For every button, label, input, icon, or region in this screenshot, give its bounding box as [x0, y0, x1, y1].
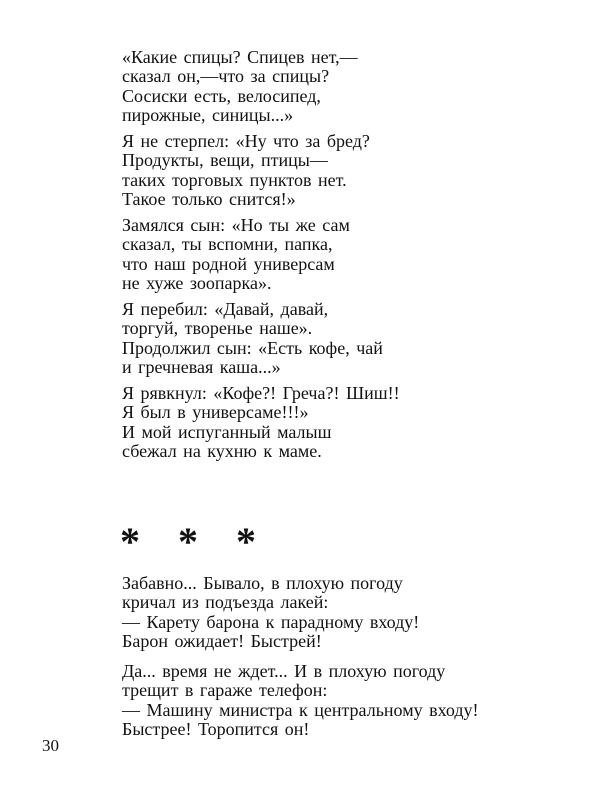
stanza: [122, 48, 358, 126]
verse-line: Да... время не ждет... И в плохую погоду: [122, 661, 446, 681]
stanza: [122, 132, 370, 210]
verse-line: сказал, ты вспомни, папка,: [122, 234, 333, 255]
verse-line: трещит в гараже телефон:: [122, 680, 328, 701]
verse-line: и гречневая каша...»: [122, 357, 281, 378]
verse-line: пирожные, синицы...»: [122, 105, 294, 126]
verse-line: Такое только снится!»: [122, 189, 296, 210]
verse-line: Я не стерпел: «Ну что за бред?: [122, 131, 370, 151]
verse-line: Я был в универсаме!!!»: [122, 402, 309, 423]
verse-line: Забавно... Бывало, в плохую погоду: [122, 573, 403, 593]
verse-line: Я перебил: «Давай, давай,: [122, 299, 329, 319]
verse-line: «Какие спицы? Спицев нет,—: [122, 47, 358, 67]
stanza: [122, 662, 479, 740]
stanza: [122, 216, 350, 294]
verse-line: таких торговых пунктов нет.: [122, 169, 347, 190]
verse-line: Продукты, вещи, птицы—: [122, 150, 328, 171]
verse-line: сбежал на кухню к маме.: [122, 441, 322, 462]
stanza: [122, 384, 400, 462]
stanza: [122, 574, 419, 652]
section-separator: * * *: [120, 519, 270, 564]
verse-line: Барон ожидает! Быстрей!: [122, 631, 322, 652]
verse-line: сказал он,—что за спицы?: [122, 66, 330, 87]
verse-line: Продолжил сын: «Есть кофе, чай: [122, 337, 383, 358]
verse-line: И мой испуганный малыш: [122, 421, 332, 442]
verse-line: Замялся сын: «Но ты же сам: [122, 215, 350, 235]
verse-line: Сосиски есть, велосипед,: [122, 85, 321, 106]
verse-line: торгуй, творенье наше».: [122, 318, 313, 339]
verse-line: что наш родной универсам: [122, 253, 335, 274]
verse-line: не хуже зоопарка».: [122, 273, 272, 294]
verse-line: кричал из подъезда лакей:: [122, 592, 329, 613]
verse-line: — Машину министра к центральному входу!: [122, 699, 479, 720]
verse-line: — Карету барона к парадному входу!: [122, 611, 420, 632]
verse-line: Быстрее! Торопится он!: [122, 719, 310, 740]
verse-line: Я рявкнул: «Кофе?! Греча?! Шиш!!: [122, 383, 400, 403]
page-number: 30: [42, 736, 59, 755]
stanza: [122, 300, 383, 378]
